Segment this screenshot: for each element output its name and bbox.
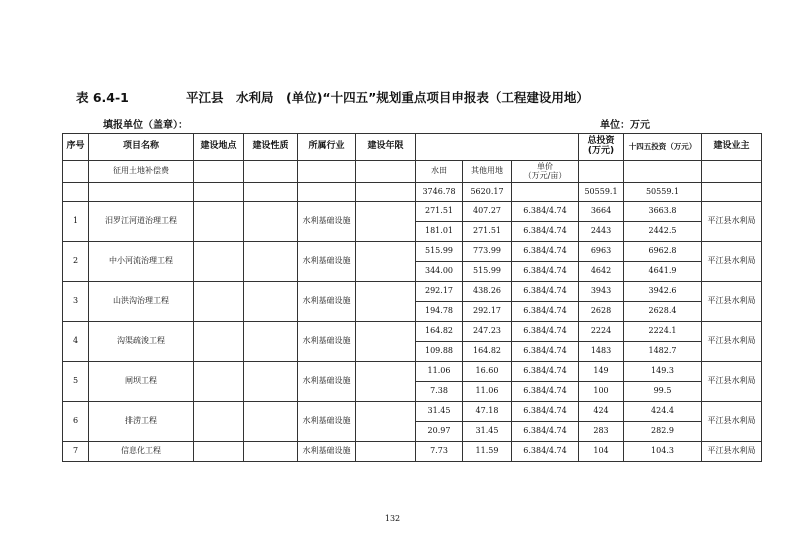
table-row bbox=[63, 402, 762, 422]
row-paddy: 11.06 bbox=[416, 362, 463, 382]
row-price: 6.384/4.74 bbox=[512, 302, 579, 322]
row-total: 4642 bbox=[579, 262, 624, 282]
row-plan: 282.9 bbox=[624, 422, 702, 442]
row-years bbox=[356, 402, 416, 442]
header-blank bbox=[416, 134, 579, 161]
row-plan: 2224.1 bbox=[624, 322, 702, 342]
row-owner: 平江县水利局 bbox=[702, 442, 762, 462]
row-price: 6.384/4.74 bbox=[512, 322, 579, 342]
row-seq: 1 bbox=[63, 202, 89, 242]
row-owner: 平江县水利局 bbox=[702, 282, 762, 322]
header-location: 建设地点 bbox=[194, 134, 244, 161]
summary-other: 5620.17 bbox=[463, 183, 512, 202]
row-other: 164.82 bbox=[463, 342, 512, 362]
row-paddy: 271.51 bbox=[416, 202, 463, 222]
header-industry: 所属行业 bbox=[298, 134, 356, 161]
summary-paddy: 3746.78 bbox=[416, 183, 463, 202]
row-paddy: 7.38 bbox=[416, 382, 463, 402]
row-plan: 424.4 bbox=[624, 402, 702, 422]
row-total: 2443 bbox=[579, 222, 624, 242]
row-price: 6.384/4.74 bbox=[512, 342, 579, 362]
row-seq: 3 bbox=[63, 282, 89, 322]
table-row bbox=[63, 202, 762, 222]
price-header-line1: 单价 bbox=[537, 161, 553, 171]
row-total: 2224 bbox=[579, 322, 624, 342]
row-price: 6.384/4.74 bbox=[512, 402, 579, 422]
row-seq: 5 bbox=[63, 362, 89, 402]
row-paddy: 344.00 bbox=[416, 262, 463, 282]
row-price: 6.384/4.74 bbox=[512, 202, 579, 222]
table-number: 表 6.4-1 bbox=[76, 90, 129, 105]
row-total: 3664 bbox=[579, 202, 624, 222]
row-project-name: 中小河流治理工程 bbox=[89, 242, 194, 282]
row-total: 3943 bbox=[579, 282, 624, 302]
row-owner: 平江县水利局 bbox=[702, 362, 762, 402]
row-nature bbox=[244, 322, 298, 362]
row-other: 773.99 bbox=[463, 242, 512, 262]
row-plan: 4641.9 bbox=[624, 262, 702, 282]
row-price: 6.384/4.74 bbox=[512, 242, 579, 262]
fill-unit-label: 填报单位（盖章）： bbox=[103, 120, 188, 131]
table-row bbox=[63, 442, 762, 462]
row-years bbox=[356, 202, 416, 242]
row-paddy: 31.45 bbox=[416, 402, 463, 422]
header-total-line2: (万元) bbox=[587, 146, 615, 156]
row-project-name: 山洪沟治理工程 bbox=[89, 282, 194, 322]
row-project-name: 汨罗江河道治理工程 bbox=[89, 202, 194, 242]
row-total: 6963 bbox=[579, 242, 624, 262]
row-paddy: 7.73 bbox=[416, 442, 463, 462]
row-industry: 水利基础设施 bbox=[298, 402, 356, 442]
row-paddy: 181.01 bbox=[416, 222, 463, 242]
row-paddy: 20.97 bbox=[416, 422, 463, 442]
header-seq: 序号 bbox=[63, 134, 89, 161]
row-years bbox=[356, 282, 416, 322]
header-name: 项目名称 bbox=[89, 134, 194, 161]
row-total: 149 bbox=[579, 362, 624, 382]
summary-total: 50559.1 bbox=[579, 183, 624, 202]
row-industry: 水利基础设施 bbox=[298, 322, 356, 362]
land-subheader-row bbox=[63, 161, 762, 183]
row-location bbox=[194, 202, 244, 242]
row-price: 6.384/4.74 bbox=[512, 282, 579, 302]
row-nature bbox=[244, 282, 298, 322]
row-paddy: 109.88 bbox=[416, 342, 463, 362]
row-plan: 3663.8 bbox=[624, 202, 702, 222]
price-header-line2: （万元/亩） bbox=[523, 170, 567, 180]
row-location bbox=[194, 362, 244, 402]
row-plan: 3942.6 bbox=[624, 282, 702, 302]
row-total: 283 bbox=[579, 422, 624, 442]
row-plan: 1482.7 bbox=[624, 342, 702, 362]
row-paddy: 515.99 bbox=[416, 242, 463, 262]
page-title bbox=[76, 88, 589, 106]
row-location bbox=[194, 442, 244, 462]
header-plan: 十四五投资（万元） bbox=[624, 134, 702, 161]
unit-label: 单位：万元 bbox=[600, 120, 650, 131]
row-other: 438.26 bbox=[463, 282, 512, 302]
table-row bbox=[63, 362, 762, 382]
row-plan: 149.3 bbox=[624, 362, 702, 382]
row-nature bbox=[244, 202, 298, 242]
row-project-name: 沟渠疏浚工程 bbox=[89, 322, 194, 362]
row-location bbox=[194, 322, 244, 362]
row-other: 292.17 bbox=[463, 302, 512, 322]
row-price: 6.384/4.74 bbox=[512, 442, 579, 462]
row-industry: 水利基础设施 bbox=[298, 362, 356, 402]
page-number: 132 bbox=[384, 514, 401, 523]
row-years bbox=[356, 242, 416, 282]
row-project-name: 闸坝工程 bbox=[89, 362, 194, 402]
row-price: 6.384/4.74 bbox=[512, 262, 579, 282]
row-seq: 7 bbox=[63, 442, 89, 462]
row-total: 104 bbox=[579, 442, 624, 462]
row-location bbox=[194, 402, 244, 442]
row-total: 1483 bbox=[579, 342, 624, 362]
row-total: 100 bbox=[579, 382, 624, 402]
row-nature bbox=[244, 242, 298, 282]
row-plan: 2628.4 bbox=[624, 302, 702, 322]
header-total-line1: 总投资 bbox=[587, 136, 615, 147]
row-nature bbox=[244, 362, 298, 402]
row-years bbox=[356, 442, 416, 462]
table-row bbox=[63, 242, 762, 262]
row-other: 16.60 bbox=[463, 362, 512, 382]
row-seq: 2 bbox=[63, 242, 89, 282]
row-owner: 平江县水利局 bbox=[702, 202, 762, 242]
header-years: 建设年限 bbox=[356, 134, 416, 161]
row-seq: 6 bbox=[63, 402, 89, 442]
row-paddy: 164.82 bbox=[416, 322, 463, 342]
header-total bbox=[579, 134, 624, 161]
row-owner: 平江县水利局 bbox=[702, 322, 762, 362]
row-industry: 水利基础设施 bbox=[298, 202, 356, 242]
land-price-header bbox=[512, 161, 579, 183]
header-nature: 建设性质 bbox=[244, 134, 298, 161]
row-plan: 104.3 bbox=[624, 442, 702, 462]
row-price: 6.384/4.74 bbox=[512, 362, 579, 382]
header-row bbox=[63, 134, 762, 161]
row-paddy: 292.17 bbox=[416, 282, 463, 302]
row-other: 407.27 bbox=[463, 202, 512, 222]
row-plan: 6962.8 bbox=[624, 242, 702, 262]
row-other: 247.23 bbox=[463, 322, 512, 342]
row-plan: 99.5 bbox=[624, 382, 702, 402]
row-other: 515.99 bbox=[463, 262, 512, 282]
row-paddy: 194.78 bbox=[416, 302, 463, 322]
row-location bbox=[194, 242, 244, 282]
project-table bbox=[62, 133, 762, 462]
row-industry: 水利基础设施 bbox=[298, 442, 356, 462]
row-other: 271.51 bbox=[463, 222, 512, 242]
table-title: 平江县 水利局 (单位)“十四五”规划重点项目申报表（工程建设用地） bbox=[186, 90, 589, 105]
summary-plan: 50559.1 bbox=[624, 183, 702, 202]
row-industry: 水利基础设施 bbox=[298, 282, 356, 322]
row-price: 6.384/4.74 bbox=[512, 382, 579, 402]
row-other: 47.18 bbox=[463, 402, 512, 422]
row-other: 11.06 bbox=[463, 382, 512, 402]
row-years bbox=[356, 362, 416, 402]
land-paddy-header: 水田 bbox=[416, 161, 463, 183]
row-years bbox=[356, 322, 416, 362]
table-row bbox=[63, 322, 762, 342]
row-price: 6.384/4.74 bbox=[512, 222, 579, 242]
row-price: 6.384/4.74 bbox=[512, 422, 579, 442]
row-nature bbox=[244, 442, 298, 462]
header-owner: 建设业主 bbox=[702, 134, 762, 161]
summary-row bbox=[63, 183, 762, 202]
row-project-name: 信息化工程 bbox=[89, 442, 194, 462]
row-nature bbox=[244, 402, 298, 442]
row-total: 424 bbox=[579, 402, 624, 422]
row-other: 31.45 bbox=[463, 422, 512, 442]
row-industry: 水利基础设施 bbox=[298, 242, 356, 282]
land-label: 征用土地补偿费 bbox=[89, 161, 194, 183]
row-location bbox=[194, 282, 244, 322]
row-owner: 平江县水利局 bbox=[702, 402, 762, 442]
row-seq: 4 bbox=[63, 322, 89, 362]
row-project-name: 排涝工程 bbox=[89, 402, 194, 442]
table-row bbox=[63, 282, 762, 302]
row-plan: 2442.5 bbox=[624, 222, 702, 242]
land-other-header: 其他用地 bbox=[463, 161, 512, 183]
row-total: 2628 bbox=[579, 302, 624, 322]
row-other: 11.59 bbox=[463, 442, 512, 462]
row-owner: 平江县水利局 bbox=[702, 242, 762, 282]
